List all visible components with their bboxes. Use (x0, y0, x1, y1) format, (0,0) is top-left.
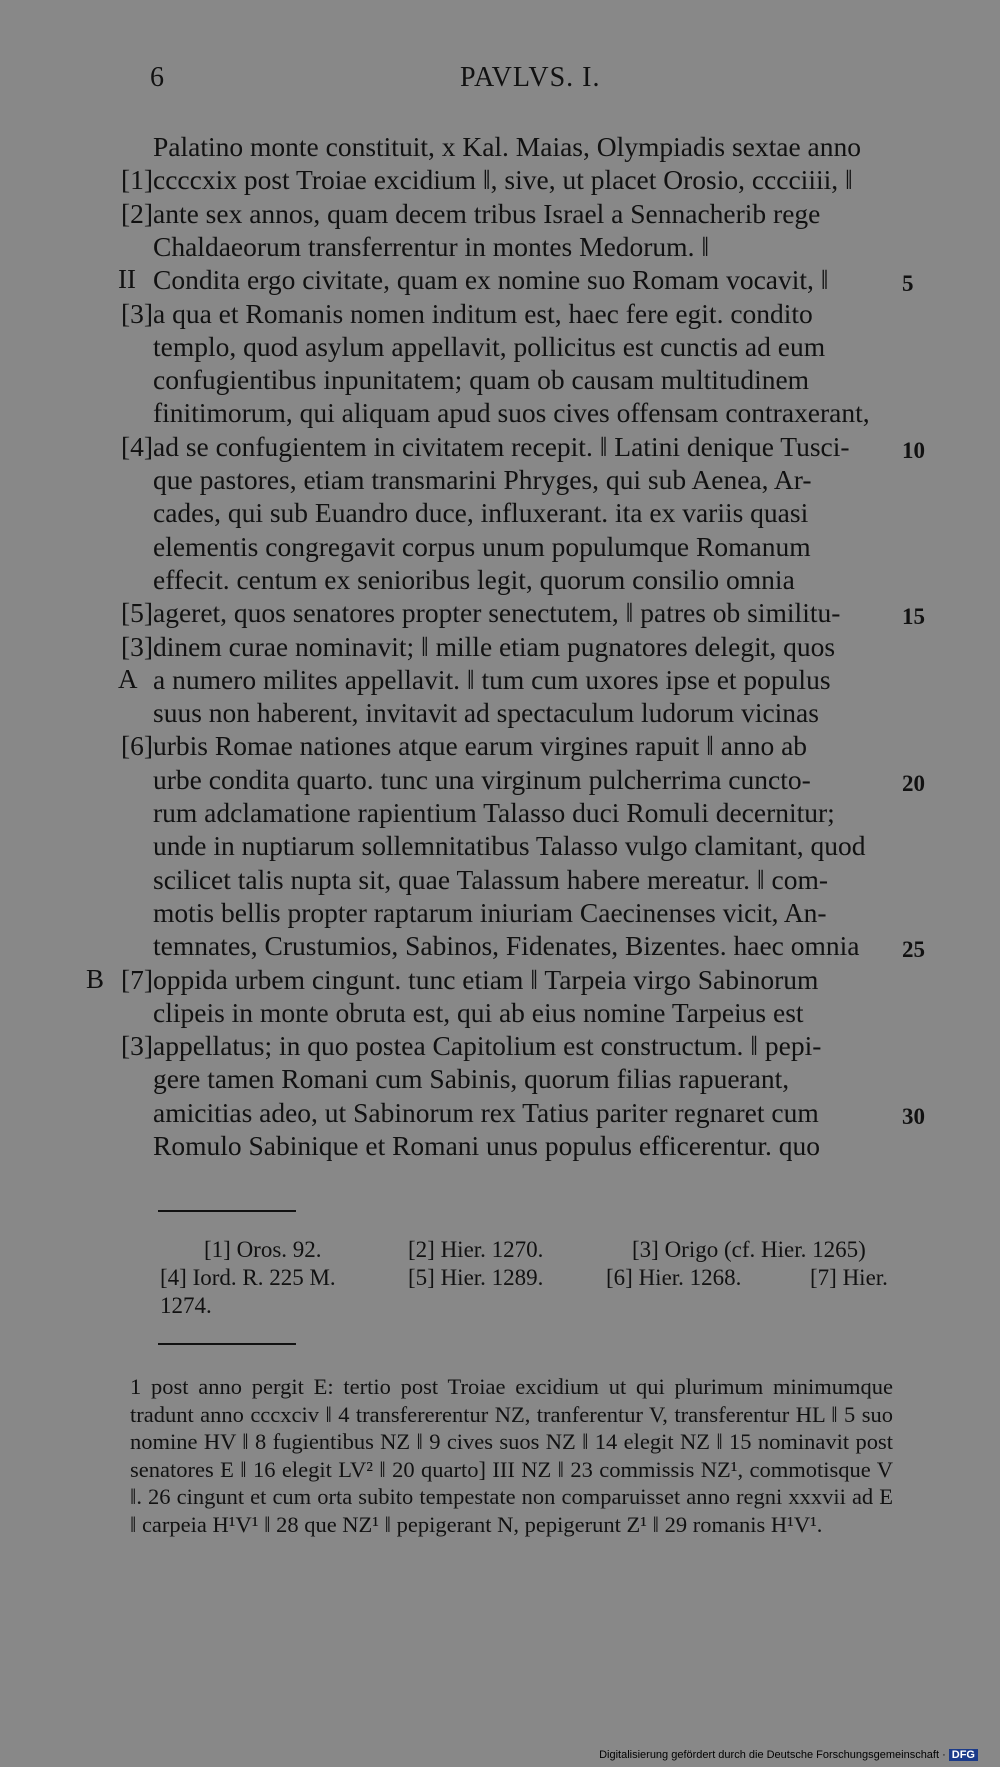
text-line (153, 1096, 819, 1129)
line-text: amicitias adeo, ut Sabinorum rex Tatius pariter regnaret cum (153, 1096, 819, 1128)
text-line (153, 563, 795, 596)
text-line (153, 829, 865, 862)
sources-row (160, 1236, 900, 1264)
sources-row (160, 1292, 900, 1320)
line-text: rum adclamatione rapientium Talasso duci Romuli decernitur; (153, 797, 835, 828)
text-line (153, 929, 859, 962)
text-line (153, 396, 870, 429)
text-line (121, 163, 853, 196)
source-marker: [5] (121, 597, 154, 629)
text-line (121, 1029, 822, 1062)
line-text: a numero milites appellavit. ‖ tum cum uxores ipse et populus (153, 663, 831, 695)
line-text: Palatino monte constituit, x Kal. Maias, Olympiadis sextae anno (153, 131, 862, 162)
source-ref: [4] Iord. R. 225 M. (160, 1265, 336, 1290)
text-line (153, 996, 804, 1029)
text-line (121, 297, 813, 330)
source-marker: [3] (121, 297, 154, 329)
source-marker: [1] (121, 164, 154, 196)
margin-letter: B (86, 963, 105, 994)
source-ref: [1] Oros. 92. (204, 1237, 322, 1262)
line-text: suus non haberent, invitavit ad spectaculum ludorum vicinas (153, 697, 819, 729)
critical-apparatus: 1 post anno pergit E: tertio post Troiae excidium ut qui plurimum minimumque tradunt anno cccxciv ‖ 4 transfererentur NZ, tranferentur V, transferentur HL ‖ 5 suo nomine HV ‖ 8 fugientibus NZ ‖ 9 cives suos NZ ‖ 14 elegit NZ ‖ 15 nominavit post senatores E ‖ 16 elegit LV² ‖ 20 quarto] III NZ ‖ 23 commissis NZ¹, commotisque V ‖. 26 cingunt et cum orta subito tempestate non comparuisset anno regni xxxvii ad E ‖ carpeia H¹V¹ ‖ 28 que NZ¹ ‖ pepigerant N, pepigerunt Z¹ ‖ 29 romanis H¹V¹. (130, 1374, 893, 1537)
line-text: cades, qui sub Euandro duce, influxerant. ita ex variis quasi (153, 497, 809, 529)
text-line (153, 230, 709, 263)
line-text: que pastores, etiam transmarini Phryges, qui sub Aenea, Ar- (153, 464, 812, 495)
line-number: 30 (902, 1103, 925, 1129)
sources-row (160, 1264, 900, 1292)
source-marker: [7] (121, 963, 154, 995)
line-text: motis bellis propter raptarum iniuriam Caecinenses vicit, An- (153, 896, 827, 928)
text-line (153, 863, 828, 896)
text-line (121, 630, 836, 663)
source-ref: [6] Hier. 1268. (606, 1265, 742, 1290)
text-line (153, 1129, 820, 1162)
text-line (153, 763, 811, 796)
line-number: 5 (902, 271, 914, 297)
text-line (153, 530, 811, 563)
line-text: templo, quod asylum appellavit, pollicitus est cunctis ad eum (153, 330, 826, 362)
line-text: Condita ergo civitate, quam ex nomine suo Romam vocavit, ‖ (153, 264, 829, 296)
text-line (153, 263, 828, 296)
margin-letter: II (118, 264, 136, 295)
source-marker: [4] (121, 430, 154, 462)
source-marker: [3] (121, 1030, 154, 1062)
text-line (153, 363, 809, 396)
text-line (121, 963, 819, 996)
text-line (153, 130, 861, 163)
footer-text: Digitalisierung gefördert durch die Deutsche Forschungsgemeinschaft · (599, 1749, 946, 1761)
source-ref: 1274. (160, 1293, 212, 1318)
text-line (121, 430, 850, 463)
line-text: appellatus; in quo postea Capitolium est constructum. ‖ pepi- (153, 1030, 822, 1062)
footer-note (599, 1749, 978, 1761)
line-text: ccccxix post Troiae excidium ‖, sive, ut placet Orosio, cccciiii, ‖ (153, 164, 853, 196)
text-line (153, 696, 819, 729)
line-text: Romulo Sabinique et Romani unus populus efficerentur. quo (153, 1130, 821, 1161)
line-text: ad se confugientem in civitatem recepit. ‖ Latini denique Tusci- (153, 430, 850, 462)
line-number: 25 (902, 937, 925, 963)
source-ref: [5] Hier. 1289. (408, 1265, 544, 1290)
line-text: clipeis in monte obruta est, qui ab eius nomine Tarpeius est (153, 996, 804, 1028)
line-number: 15 (902, 604, 925, 630)
line-text: finitimorum, qui aliquam apud suos cives offensam contraxerant, (153, 397, 870, 429)
text-line (153, 463, 812, 496)
line-text: temnates, Crustumios, Sabinos, Fidenates, Bizentes. haec omnia (153, 930, 860, 962)
text-line (121, 197, 821, 230)
line-text: gere tamen Romani cum Sabinis, quorum filias rapuerant, (153, 1063, 790, 1095)
text-line (153, 896, 827, 929)
line-text: scilicet talis nupta sit, quae Talassum habere mereatur. ‖ com- (153, 863, 828, 895)
text-line (153, 330, 825, 363)
page-number: 6 (150, 62, 164, 93)
source-ref: [7] Hier. (810, 1265, 888, 1290)
line-text: confugientibus inpunitatem; quam ob causam multitudinem (153, 364, 810, 396)
text-line (121, 596, 841, 629)
text-line (153, 663, 831, 696)
line-text: elementis congregavit corpus unum populumque Romanum (153, 530, 811, 562)
line-text: urbis Romae nationes atque earum virgines rapuit ‖ anno ab (153, 730, 808, 762)
source-marker: [3] (121, 630, 154, 662)
sources-block (160, 1236, 900, 1320)
running-head: PAVLVS. I. (460, 62, 601, 93)
source-ref: [2] Hier. 1270. (408, 1237, 544, 1262)
line-text: effecit. centum ex senioribus legit, quorum consilio omnia (153, 563, 795, 595)
text-line (121, 729, 808, 762)
line-text: dinem curae nominavit; ‖ mille etiam pugnatores delegit, quos (153, 630, 836, 662)
source-ref: [3] Origo (cf. Hier. 1265) (632, 1237, 866, 1262)
text-line (153, 1062, 789, 1095)
margin-letter: A (118, 663, 138, 694)
text-line (153, 796, 835, 829)
sources-rule (158, 1210, 296, 1212)
line-text: oppida urbem cingunt. tunc etiam ‖ Tarpeia virgo Sabinorum (153, 963, 819, 995)
line-text: urbe condita quarto. tunc una virginum pulcherrima cuncto- (153, 763, 811, 795)
line-number: 20 (902, 770, 925, 796)
text-line (153, 496, 808, 529)
line-text: ante sex annos, quam decem tribus Israel a Sennacherib rege (153, 197, 821, 229)
line-text: ageret, quos senatores propter senectutem, ‖ patres ob similitu- (153, 597, 841, 629)
dfg-logo: DFG (949, 1749, 978, 1761)
source-marker: [6] (121, 730, 154, 762)
line-text: unde in nuptiarum sollemnitatibus Talasso vulgo clamitant, quod (153, 830, 866, 862)
source-marker: [2] (121, 197, 154, 229)
apparatus-rule (158, 1343, 296, 1345)
line-text: a qua et Romanis nomen inditum est, haec fere egit. condito (153, 297, 813, 329)
line-number: 10 (902, 437, 925, 463)
line-text: Chaldaeorum transferrentur in montes Medorum. ‖ (153, 230, 710, 262)
